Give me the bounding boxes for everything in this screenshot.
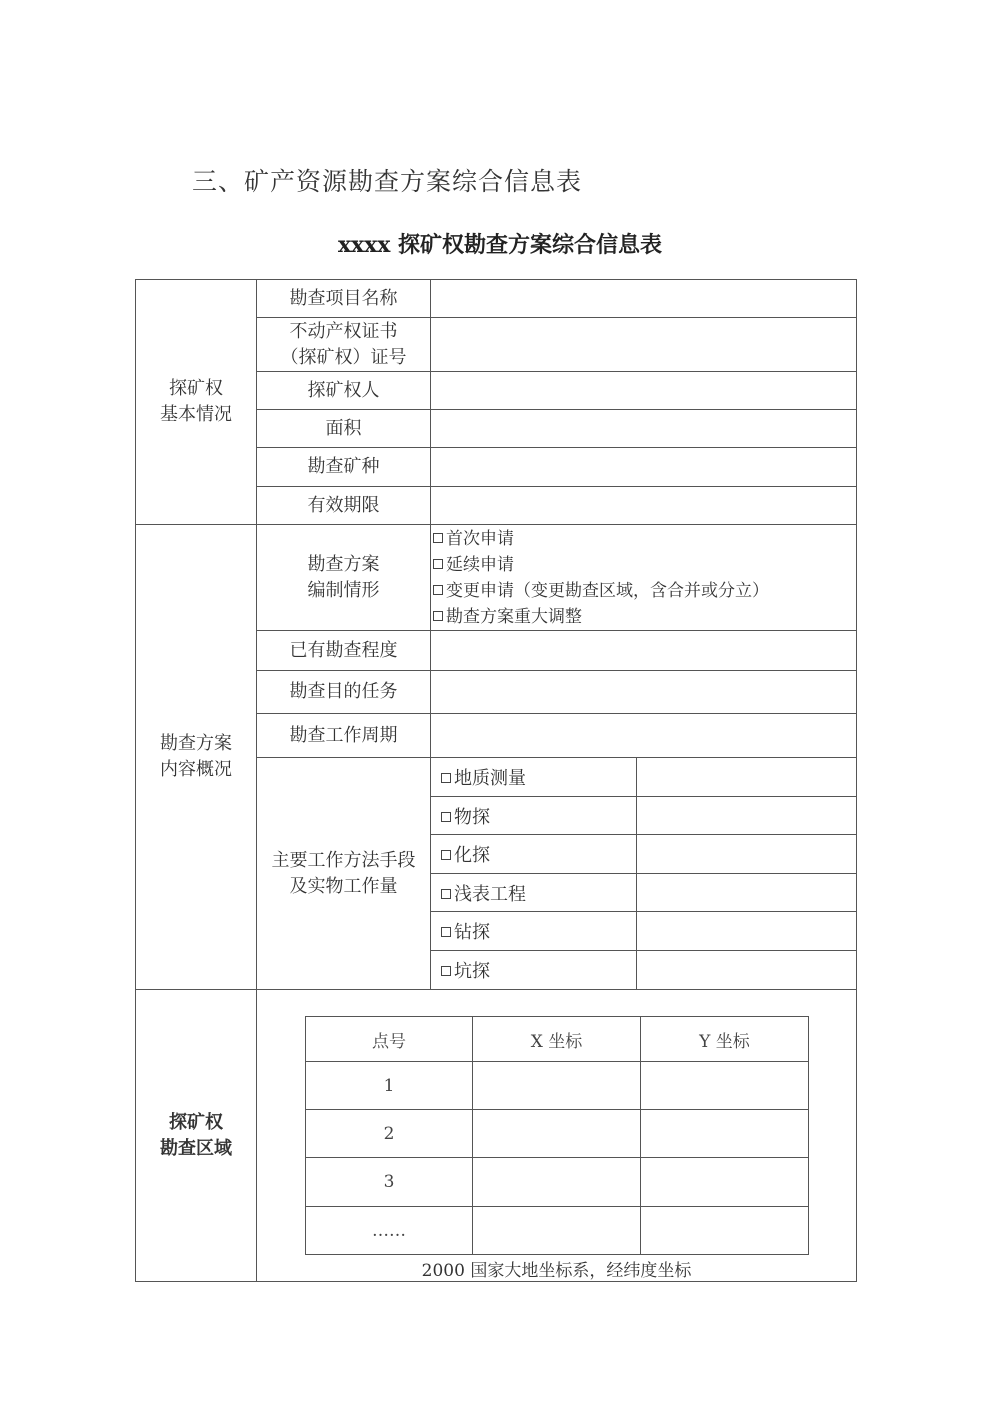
field-value-work-period[interactable] xyxy=(431,714,857,758)
column-header: 点号 xyxy=(306,1017,473,1062)
checkbox-icon[interactable] xyxy=(441,773,451,783)
area-category xyxy=(136,990,257,1282)
basic-info-category xyxy=(136,280,257,525)
x-coordinate[interactable] xyxy=(473,1158,641,1207)
field-value-holder[interactable] xyxy=(431,372,857,410)
field-value-mineral[interactable] xyxy=(431,448,857,487)
field-value-certificate-number[interactable] xyxy=(431,318,857,372)
area-cell xyxy=(257,990,857,1282)
method-quantity[interactable] xyxy=(637,797,857,835)
field-label-mineral: 勘查矿种 xyxy=(257,448,431,487)
checkbox-option[interactable]: 延续申请 xyxy=(433,552,856,578)
y-coordinate[interactable] xyxy=(641,1207,809,1255)
field-value-existing-degree[interactable] xyxy=(431,631,857,671)
field-label-certificate-number: 不动产权证书 （探矿权）证号 xyxy=(257,318,431,372)
method-option[interactable]: 化探 xyxy=(431,835,637,874)
section-heading: 三、矿产资源勘查方案综合信息表 xyxy=(192,167,583,196)
y-coordinate[interactable] xyxy=(641,1062,809,1110)
checkbox-icon[interactable] xyxy=(433,611,443,621)
method-option[interactable]: 坑探 xyxy=(431,951,637,990)
method-quantity[interactable] xyxy=(637,758,857,797)
point-number: 1 xyxy=(306,1062,473,1110)
x-coordinate[interactable] xyxy=(473,1110,641,1158)
checkbox-icon[interactable] xyxy=(433,533,443,543)
field-label-validity: 有效期限 xyxy=(257,487,431,525)
category-line: 勘查方案 xyxy=(160,733,232,754)
method-quantity[interactable] xyxy=(637,835,857,874)
checkbox-icon[interactable] xyxy=(441,966,451,976)
plan-content-category xyxy=(136,525,257,990)
checkbox-icon[interactable] xyxy=(441,812,451,822)
field-label-existing-degree: 已有勘查程度 xyxy=(257,631,431,671)
checkbox-icon[interactable] xyxy=(441,889,451,899)
category-line: 探矿权 xyxy=(169,378,223,399)
coordinates-table xyxy=(305,1016,809,1255)
category-line: 勘查区域 xyxy=(160,1137,232,1159)
field-value-validity[interactable] xyxy=(431,487,857,525)
y-coordinate[interactable] xyxy=(641,1158,809,1207)
compile-options xyxy=(431,525,857,631)
x-coordinate[interactable] xyxy=(473,1062,641,1110)
field-label-holder: 探矿权人 xyxy=(257,372,431,410)
field-label-main-methods: 主要工作方法手段 及实物工作量 xyxy=(257,758,431,990)
checkbox-option[interactable]: 首次申请 xyxy=(433,526,856,552)
point-number: 2 xyxy=(306,1110,473,1158)
category-line: 基本情况 xyxy=(160,404,232,425)
field-value-area[interactable] xyxy=(431,410,857,448)
point-number: 3 xyxy=(306,1158,473,1207)
field-value-purpose-task[interactable] xyxy=(431,671,857,714)
checkbox-icon[interactable] xyxy=(441,927,451,937)
category-line: 内容概况 xyxy=(160,759,232,780)
method-option[interactable]: 地质测量 xyxy=(431,758,637,797)
document-title: xxxx 探矿权勘查方案综合信息表 xyxy=(337,232,663,258)
point-number: …… xyxy=(306,1207,473,1255)
checkbox-icon[interactable] xyxy=(433,559,443,569)
field-label-purpose-task: 勘查目的任务 xyxy=(257,671,431,714)
method-quantity[interactable] xyxy=(637,912,857,951)
field-label-compile-situation: 勘查方案 编制情形 xyxy=(257,525,431,631)
field-label-area: 面积 xyxy=(257,410,431,448)
column-header: X 坐标 xyxy=(473,1017,641,1062)
checkbox-icon[interactable] xyxy=(433,585,443,595)
checkbox-icon[interactable] xyxy=(441,850,451,860)
field-label-work-period: 勘查工作周期 xyxy=(257,714,431,758)
method-option[interactable]: 物探 xyxy=(431,797,637,835)
field-label-project-name: 勘查项目名称 xyxy=(257,280,431,318)
category-line: 探矿权 xyxy=(169,1111,223,1133)
checkbox-option[interactable]: 勘查方案重大调整 xyxy=(433,604,856,630)
column-header: Y 坐标 xyxy=(641,1017,809,1062)
method-quantity[interactable] xyxy=(637,874,857,912)
coordinate-system-note: 2000 国家大地坐标系，经纬度坐标 xyxy=(421,1261,692,1281)
y-coordinate[interactable] xyxy=(641,1110,809,1158)
method-option[interactable]: 钻探 xyxy=(431,912,637,951)
x-coordinate[interactable] xyxy=(473,1207,641,1255)
method-option[interactable]: 浅表工程 xyxy=(431,874,637,912)
checkbox-option[interactable]: 变更申请（变更勘查区域，含合并或分立） xyxy=(433,578,856,604)
field-value-project-name[interactable] xyxy=(431,280,857,318)
info-table xyxy=(135,279,857,1282)
method-quantity[interactable] xyxy=(637,951,857,990)
